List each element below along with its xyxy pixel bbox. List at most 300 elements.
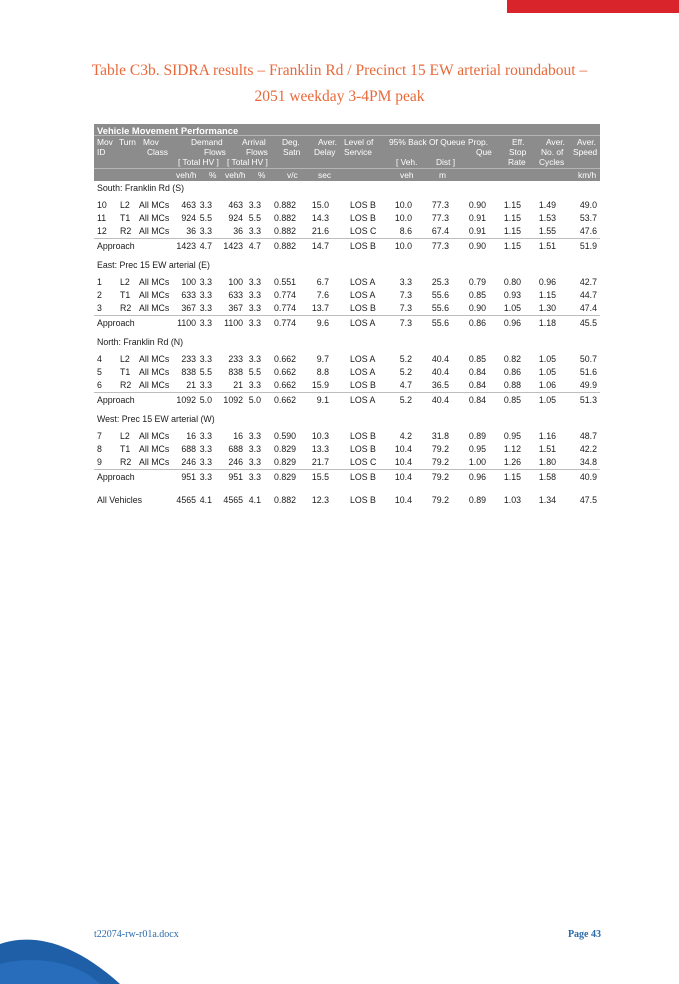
approach-row [94,392,600,407]
approach-cell: 3.3 [248,318,261,328]
table-cell: 1.06 [538,380,556,390]
table-cell: 0.774 [273,290,296,300]
table-cell: 3.3 [199,354,212,364]
table-cell: 10.0 [394,213,412,223]
table-cell: 0.829 [273,457,296,467]
all-vehicles-cell: 79.2 [431,495,449,505]
all-vehicles-cell: 1.34 [538,495,556,505]
col-mov-class-1: Mov [143,137,159,147]
approach-cell: 9.6 [316,318,329,328]
table-cell: 1.30 [538,303,556,313]
table-cell: 47.6 [579,226,597,236]
table-row [94,365,600,379]
table-cell: 44.7 [579,290,597,300]
approach-cell: 3.3 [199,318,212,328]
col-aver-cycles-1: Aver. [546,137,565,147]
table-cell: 2 [97,290,102,300]
table-row [94,442,600,456]
table-cell: 0.90 [468,303,486,313]
table-cell: 0.93 [503,290,521,300]
table-cell: 0.85 [468,354,486,364]
table-row [94,198,600,212]
table-cell: 1.16 [538,431,556,441]
col-aver-cycles-2: No. of [541,147,564,157]
table-cell: 0.882 [273,226,296,236]
table-cell: All MCs [139,431,170,441]
table-cell: 0.882 [273,200,296,210]
table-cell: 10.0 [394,200,412,210]
approach-row [94,469,600,484]
table-caption-line1: Table C3b. SIDRA results – Franklin Rd / Precinct 15 EW arterial roundabout – [91,62,588,79]
unit-demand-hv: % [209,170,217,180]
approach-cell: 1423 [176,241,196,251]
approach-cell: 9.1 [316,395,329,405]
vehicle-movement-table [94,124,600,509]
table-cell: 233 [181,354,196,364]
approach-cell: 0.84 [468,395,486,405]
footer-filename: t22074-rw-r01a.docx [94,929,179,940]
approach-cell: 40.9 [579,472,597,482]
table-cell: 6 [97,380,102,390]
table-cell: 8.6 [399,226,412,236]
table-cell: LOS B [350,200,376,210]
table-cell: 3.3 [248,303,261,313]
table-cell: 1.55 [538,226,556,236]
approach-cell: 5.0 [199,395,212,405]
table-cell: 51.6 [579,367,597,377]
table-cell: 48.7 [579,431,597,441]
table-cell: 1.53 [538,213,556,223]
col-mov-id-2: ID [97,147,106,157]
table-cell: 924 [228,213,243,223]
table-cell: 0.84 [468,380,486,390]
approach-cell: 1.15 [503,472,521,482]
table-cell: 0.91 [468,213,486,223]
col-eff-stop-1: Eff. [512,137,525,147]
approach-cell: 0.96 [468,472,486,482]
table-cell: All MCs [139,226,170,236]
table-cell: 633 [228,290,243,300]
table-cell: 0.829 [273,444,296,454]
approach-cell: 1092 [223,395,243,405]
col-arrival-1: Arrival [242,137,266,147]
approach-cell: 3.3 [199,472,212,482]
table-cell: 7.6 [316,290,329,300]
table-cell: 14.3 [311,213,329,223]
all-vehicles-cell: All Vehicles [97,495,142,505]
section-heading: South: Franklin Rd (S) [97,183,185,193]
table-cell: 463 [228,200,243,210]
approach-cell: LOS A [350,395,376,405]
approach-cell: 5.0 [248,395,261,405]
table-cell: 5.5 [199,367,212,377]
approach-cell: 40.4 [431,395,449,405]
table-cell: 246 [228,457,243,467]
table-cell: 15.9 [311,380,329,390]
table-cell: 42.2 [579,444,597,454]
approach-row [94,315,600,330]
table-cell: 7 [97,431,102,441]
table-cell: L2 [120,277,130,287]
unit-m: m [439,170,446,180]
table-cell: 9 [97,457,102,467]
approach-cell: 0.96 [503,318,521,328]
approach-cell: 1.05 [538,395,556,405]
table-cell: LOS A [350,354,376,364]
table-cell: 21.6 [311,226,329,236]
col-aver-delay-1: Aver. [318,137,337,147]
table-cell: 55.6 [431,290,449,300]
all-vehicles-cell: 4565 [223,495,243,505]
table-cell: 13.7 [311,303,329,313]
table-cell: 36 [186,226,196,236]
table-cell: 3.3 [199,431,212,441]
col-deg-satn-1: Deg. [282,137,300,147]
col-deg-satn-2: Satn [283,147,301,157]
table-cell: 3.3 [199,200,212,210]
table-cell: 21 [233,380,243,390]
table-cell: 3.3 [399,277,412,287]
table-cell: 1.15 [538,290,556,300]
approach-cell: 15.5 [311,472,329,482]
table-cell: 36.5 [431,380,449,390]
table-cell: 0.95 [468,444,486,454]
table-cell: 1.12 [503,444,521,454]
table-cell: 10.3 [311,431,329,441]
col-aver-speed-1: Aver. [577,137,596,147]
col-turn: Turn [119,137,136,147]
table-cell: 3.3 [248,354,261,364]
approach-row [94,238,600,253]
table-cell: 1.26 [503,457,521,467]
table-cell: 246 [181,457,196,467]
table-cell: All MCs [139,457,170,467]
table-cell: 4.2 [399,431,412,441]
approach-cell: 0.90 [468,241,486,251]
approach-cell: 1423 [223,241,243,251]
approach-cell: 1.51 [538,241,556,251]
table-cell: 233 [228,354,243,364]
header-columns [94,135,600,167]
table-cell: 0.84 [468,367,486,377]
table-cell: 1.49 [538,200,556,210]
table-cell: 12 [97,226,107,236]
table-cell: 5.2 [399,367,412,377]
all-vehicles-cell: 1.03 [503,495,521,505]
header-units [94,168,600,182]
table-cell: 0.80 [503,277,521,287]
table-cell: 10 [97,200,107,210]
approach-cell: 5.2 [399,395,412,405]
table-cell: 1.80 [538,457,556,467]
table-cell: 0.96 [538,277,556,287]
table-cell: 367 [228,303,243,313]
col-demand-2: Flows [204,147,226,157]
table-title: Vehicle Movement Performance [97,125,239,136]
col-boq-3: Dist ] [436,157,456,167]
table-cell: 79.2 [431,457,449,467]
table-cell: 16 [233,431,243,441]
approach-cell: 79.2 [431,472,449,482]
table-cell: 9.7 [316,354,329,364]
table-cell: 3.3 [248,200,261,210]
table-cell: All MCs [139,380,170,390]
table-cell: 0.82 [503,354,521,364]
table-cell: 6.7 [316,277,329,287]
table-cell: 3 [97,303,102,313]
unit-veh: veh [400,170,414,180]
table-cell: 16 [186,431,196,441]
table-cell: LOS B [350,380,376,390]
table-cell: 79.2 [431,444,449,454]
table-cell: L2 [120,354,130,364]
approach-cell: 45.5 [579,318,597,328]
approach-cell: 0.662 [273,395,296,405]
approach-cell: 1100 [224,318,243,328]
table-row [94,378,600,392]
table-cell: 463 [181,200,196,210]
approach-cell: 4.7 [248,241,261,251]
section-heading: East: Prec 15 EW arterial (E) [97,260,210,270]
table-row [94,455,600,469]
table-cell: 53.7 [579,213,597,223]
all-vehicles-row [94,493,600,507]
table-cell: 0.90 [468,200,486,210]
col-boq-2: [ Veh. [396,157,418,167]
table-cell: 36 [233,226,243,236]
table-cell: 7.3 [399,303,412,313]
corner-wave-graphic [0,924,140,984]
col-aver-cycles-3: Cycles [539,157,565,167]
table-cell: 0.85 [468,290,486,300]
approach-cell: 10.0 [394,241,412,251]
table-cell: 3.3 [248,380,261,390]
table-cell: 3.3 [199,226,212,236]
table-cell: 3.3 [248,290,261,300]
approach-cell: 0.774 [273,318,296,328]
table-cell: 1.05 [503,303,521,313]
table-cell: 0.662 [273,380,296,390]
table-cell: 633 [181,290,196,300]
table-cell: 0.86 [503,367,521,377]
table-header [94,124,600,181]
table-cell: 0.590 [273,431,296,441]
table-cell: 1.00 [468,457,486,467]
all-vehicles-cell: 4565 [176,495,196,505]
approach-cell: LOS B [350,241,376,251]
table-cell: R2 [120,226,132,236]
col-eff-stop-3: Rate [508,157,526,167]
col-aver-delay-2: Delay [314,147,336,157]
table-cell: 49.0 [579,200,597,210]
approach-cell: 51.3 [579,395,597,405]
table-cell: 21.7 [311,457,329,467]
table-cell: 924 [181,213,196,223]
table-row [94,288,600,302]
table-cell: All MCs [139,277,170,287]
table-cell: 11 [97,213,107,223]
unit-kmh: km/h [578,170,597,180]
col-demand-1: Demand [191,137,223,147]
table-row [94,429,600,443]
table-cell: 0.91 [468,226,486,236]
table-row [94,301,600,315]
approach-cell: 951 [228,472,243,482]
approach-cell: 1100 [177,318,196,328]
table-cell: 0.551 [273,277,296,287]
approach-cell: 951 [181,472,196,482]
col-los-2: Service [344,147,372,157]
table-cell: 10.4 [394,457,412,467]
table-cell: 34.8 [579,457,597,467]
all-vehicles-cell: 0.882 [273,495,296,505]
table-cell: 5.2 [399,354,412,364]
table-cell: 77.3 [431,200,449,210]
table-body [94,181,600,509]
table-cell: 3.3 [199,444,212,454]
table-cell: LOS B [350,213,376,223]
table-cell: 13.3 [311,444,329,454]
unit-arrival-flow: veh/h [225,170,246,180]
table-cell: 67.4 [431,226,449,236]
col-prop-que-2: Que [476,147,492,157]
table-cell: 0.79 [468,277,486,287]
table-cell: T1 [120,367,131,377]
table-cell: 3.3 [199,277,212,287]
all-vehicles-cell: 4.1 [199,495,212,505]
approach-cell: 0.85 [503,395,521,405]
table-row [94,352,600,366]
table-cell: 1.05 [538,354,556,364]
table-cell: 838 [181,367,196,377]
approach-cell: 7.3 [399,318,412,328]
table-cell: All MCs [139,290,170,300]
table-cell: 5.5 [248,367,261,377]
top-red-bar [507,0,679,13]
table-cell: LOS B [350,444,376,454]
table-caption-line2: 2051 weekday 3-4PM peak [254,88,425,105]
all-vehicles-cell: 10.4 [394,495,412,505]
all-vehicles-cell: LOS B [350,495,376,505]
approach-cell: 10.4 [394,472,412,482]
table-cell: 50.7 [579,354,597,364]
approach-cell: LOS B [350,472,376,482]
unit-vc: v/c [287,170,298,180]
table-cell: 3.3 [199,303,212,313]
col-arrival-2: Flows [246,147,268,157]
table-cell: 49.9 [579,380,597,390]
table-cell: 5.5 [248,213,261,223]
approach-cell: 3.3 [248,472,261,482]
unit-demand-flow: veh/h [176,170,197,180]
table-cell: 1.15 [503,226,521,236]
table-cell: 5 [97,367,102,377]
table-cell: 3.3 [248,431,261,441]
table-cell: 1 [97,277,102,287]
col-eff-stop-2: Stop [509,147,527,157]
col-arrival-3: [ Total HV ] [227,157,268,167]
approach-cell: 55.6 [431,318,449,328]
table-cell: R2 [120,380,132,390]
table-cell: All MCs [139,354,170,364]
col-prop-que-1: Prop. [468,137,489,147]
approach-cell: 0.86 [468,318,486,328]
approach-cell: 77.3 [431,241,449,251]
table-cell: R2 [120,457,132,467]
approach-cell: Approach [97,395,135,405]
table-cell: 3.3 [248,277,261,287]
table-cell: LOS A [350,367,376,377]
table-cell: 10.4 [394,444,412,454]
table-cell: 0.774 [273,303,296,313]
approach-cell: 0.882 [273,241,296,251]
table-cell: 1.15 [503,200,521,210]
table-cell: All MCs [139,200,170,210]
table-cell: L2 [120,200,130,210]
approach-cell: 0.829 [273,472,296,482]
table-cell: 7.3 [399,290,412,300]
table-cell: 0.662 [273,367,296,377]
table-cell: 100 [181,277,196,287]
table-cell: All MCs [139,444,170,454]
table-cell: L2 [120,431,130,441]
table-cell: R2 [120,303,132,313]
col-boq-1: 95% Back Of Queue [389,137,466,147]
table-cell: 42.7 [579,277,597,287]
table-cell: 4 [97,354,102,364]
approach-cell: Approach [97,241,135,251]
approach-cell: 51.9 [579,241,597,251]
table-cell: LOS C [350,226,377,236]
table-cell: 77.3 [431,213,449,223]
table-cell: 0.662 [273,354,296,364]
table-cell: 31.8 [431,431,449,441]
all-vehicles-cell: 4.1 [248,495,261,505]
section-heading: West: Prec 15 EW arterial (W) [97,414,215,424]
table-cell: T1 [120,290,131,300]
table-cell: 55.6 [431,303,449,313]
approach-cell: 1.58 [538,472,556,482]
col-los-1: Level of [344,137,374,147]
col-aver-speed-2: Speed [573,147,598,157]
table-cell: 8.8 [316,367,329,377]
approach-cell: 4.7 [199,241,212,251]
table-cell: All MCs [139,367,170,377]
unit-arrival-hv: % [258,170,266,180]
table-cell: LOS C [350,457,377,467]
section-heading: North: Franklin Rd (N) [97,337,184,347]
table-cell: 1.15 [503,213,521,223]
approach-cell: LOS A [350,318,376,328]
table-cell: LOS A [350,277,376,287]
table-cell: 3.3 [248,444,261,454]
table-cell: T1 [120,444,131,454]
table-cell: T1 [120,213,131,223]
table-row [94,211,600,225]
table-cell: 688 [181,444,196,454]
table-cell: 40.4 [431,354,449,364]
table-cell: All MCs [139,303,170,313]
table-cell: 3.3 [248,226,261,236]
table-cell: LOS B [350,303,376,313]
table-cell: 25.3 [431,277,449,287]
col-demand-3: [ Total HV ] [178,157,219,167]
all-vehicles-cell: 12.3 [311,495,329,505]
table-cell: 8 [97,444,102,454]
table-cell: 367 [181,303,196,313]
table-cell: All MCs [139,213,170,223]
approach-cell: 1.15 [503,241,521,251]
